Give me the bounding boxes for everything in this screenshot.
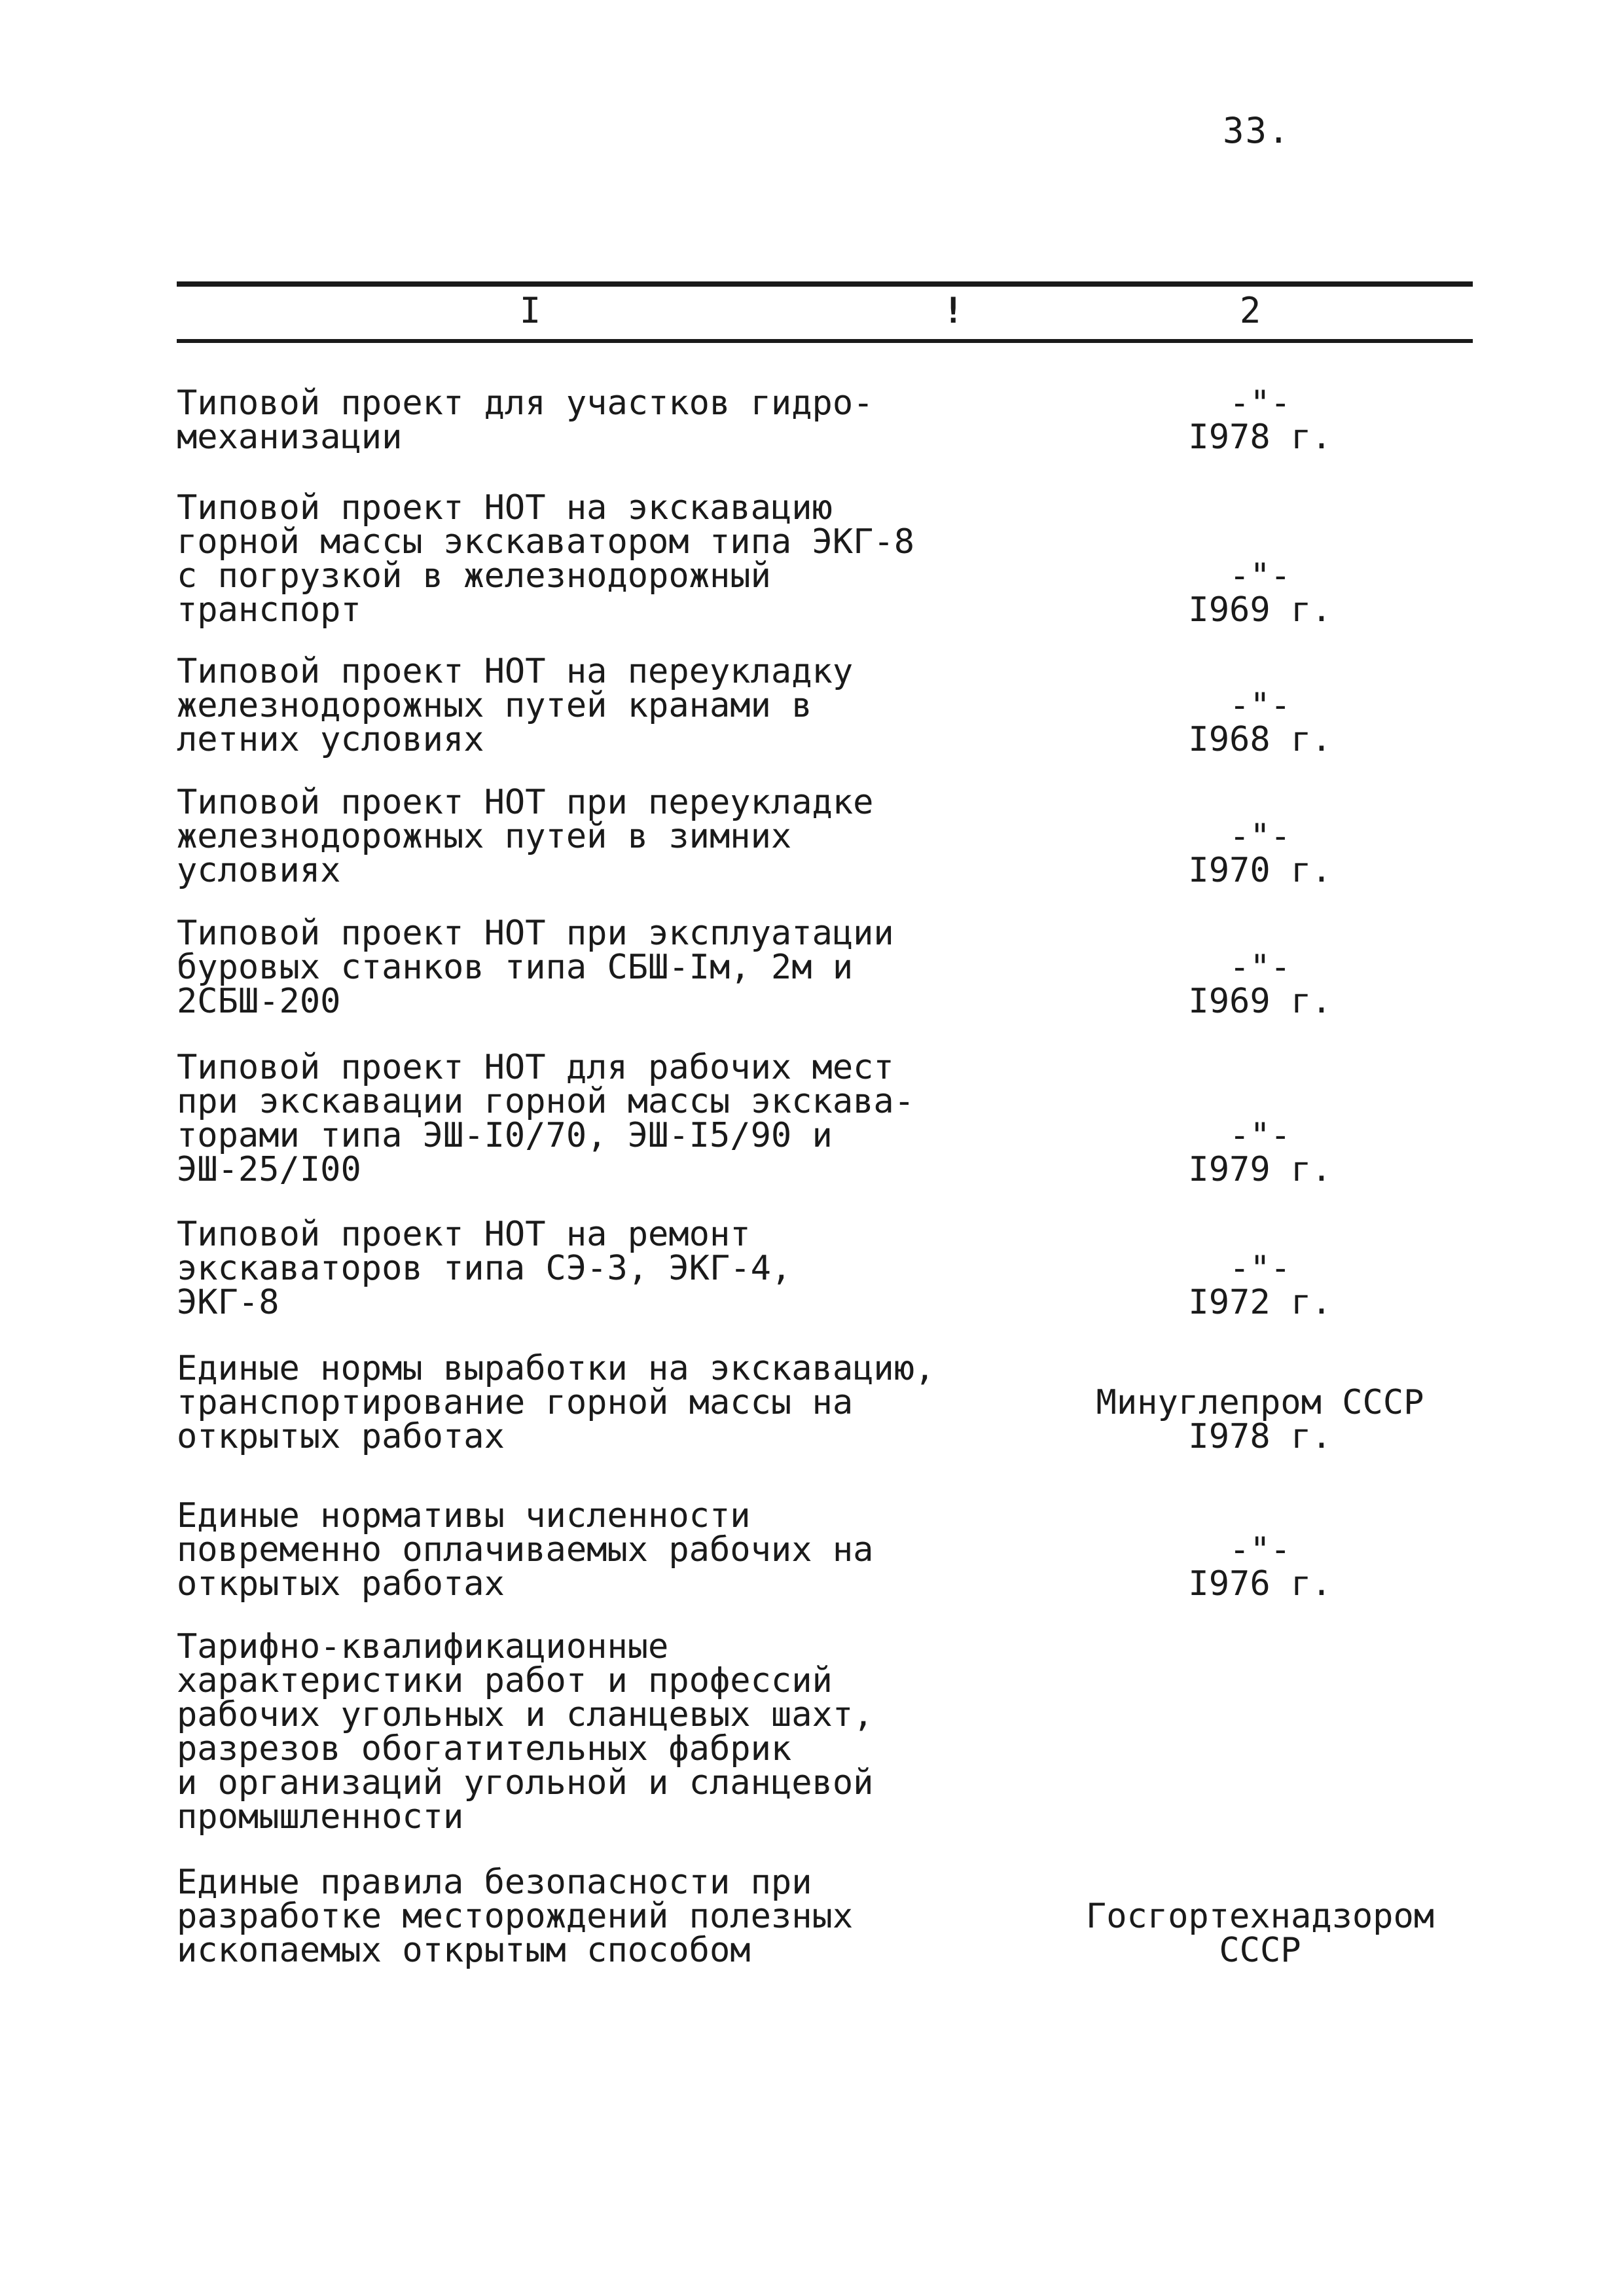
entry-title: Типовой проект НОТ на ремонт экскаваторов типа СЭ-3, ЭКГ-4, ЭКГ-8	[177, 1215, 792, 1322]
entry-title: Единые нормативы численности повременно оплачиваемых рабочих на открытых работах	[177, 1496, 874, 1604]
entry-reference: -"- I970 г.	[1188, 817, 1332, 890]
table-top-rule	[177, 281, 1473, 287]
entry-title: Типовой проект НОТ на переукладку железнодорожных путей кранами в летних условиях	[177, 652, 854, 759]
entry-title: Типовой проект НОТ при переукладке железнодорожных путей в зимних условиях	[177, 783, 874, 890]
page-number: 33.	[1223, 110, 1291, 151]
column-separator: !	[943, 290, 964, 331]
entry-reference: -"- I976 г.	[1188, 1530, 1332, 1604]
entry-title: Единые правила безопасности при разработке месторождений полезных ископаемых открытым способом	[177, 1863, 854, 1970]
entry-reference: -"- I969 г.	[1188, 948, 1332, 1021]
entry-reference: -"- I978 г.	[1188, 384, 1332, 457]
entry-reference: -"- I972 г.	[1188, 1249, 1332, 1322]
entry-reference: -"- I968 г.	[1188, 686, 1332, 759]
entry-title: Типовой проект НОТ при эксплуатации буровых станков типа СБШ-Iм, 2м и 2СБШ-200	[177, 914, 894, 1021]
entry-reference: -"- I969 г.	[1188, 556, 1332, 630]
entry-title: Типовой проект НОТ для рабочих мест при экскавации горной массы экскава- торами типа ЭШ-I0/70, ЭШ-I5/90 и ЭШ-25/I00	[177, 1048, 915, 1189]
entry-title: Тарифно-квалификационные характеристики работ и профессий рабочих угольных и сланцевых шахт, разрезов обогатительных фабрик и организаций угольной и сланцевой промышленности	[177, 1627, 874, 1837]
entry-title: Типовой проект НОТ на экскавацию горной массы экскаватором типа ЭКГ-8 с погрузкой в железнодорожный транспорт	[177, 488, 915, 630]
entry-reference: Госгортехнадзором СССР	[1085, 1897, 1435, 1970]
column-header-1: I	[519, 290, 541, 331]
entry-reference: Минуглепром СССР I978 г.	[1096, 1383, 1424, 1456]
entry-title: Единые нормы выработки на экскавацию, транспортирование горной массы на открытых работах	[177, 1349, 935, 1456]
column-header-2: 2	[1239, 290, 1261, 331]
entry-title: Типовой проект для участков гидро- механизации	[177, 384, 874, 457]
table-header-rule	[177, 339, 1473, 343]
entry-reference: -"- I979 г.	[1188, 1116, 1332, 1189]
